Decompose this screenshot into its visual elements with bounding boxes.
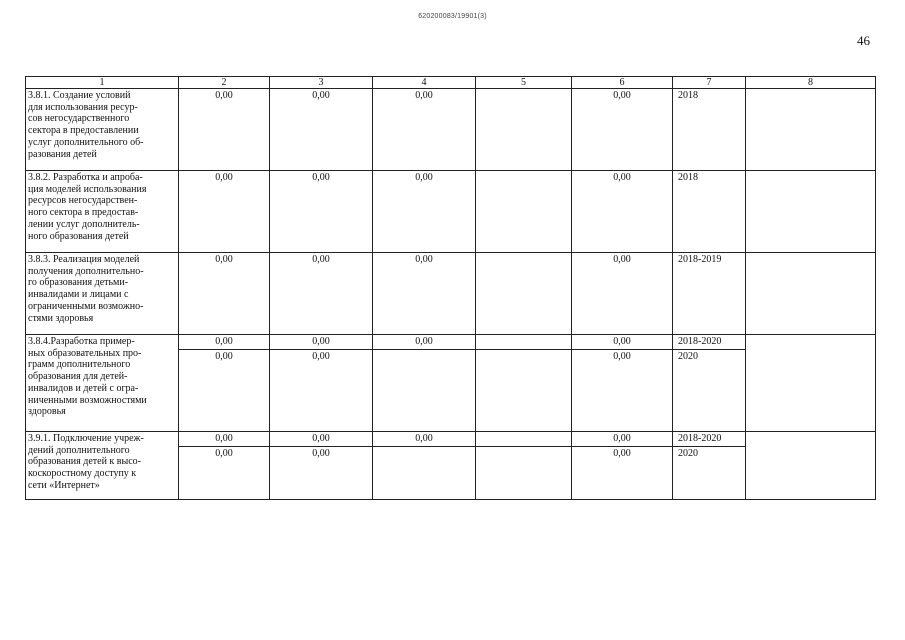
amount-value: 0,00 xyxy=(312,433,330,444)
measure-description: 3.8.2. Разработка и апроба- ция моделей использования ресурсов негосударствен- ного сектора в предостав- лении услуг дополнитель- ного образования детей xyxy=(28,172,147,242)
measure-description: 3.8.4.Разработка пример- ных образовательных про- грамм дополнительного образования для детей- инвалидов и детей с огра- ниченными возможностями здоровья xyxy=(28,336,147,418)
value-cell-col-2 xyxy=(179,89,270,171)
amount-value: 0,00 xyxy=(613,433,631,444)
amount-value: 0,00 xyxy=(415,172,433,183)
measure-description-cell xyxy=(26,253,179,335)
value-cell-col-7 xyxy=(673,432,746,500)
value-cell-col-8 xyxy=(746,432,876,500)
amount-value: 0,00 xyxy=(613,336,631,347)
amount-value: 0,00 xyxy=(415,336,433,347)
amount-value: 0,00 xyxy=(312,172,330,183)
amount-value: 0,00 xyxy=(613,448,631,459)
amount-value xyxy=(476,89,571,103)
amount-value xyxy=(373,350,475,364)
amount-value xyxy=(373,447,475,461)
value-cell-col-7 xyxy=(673,335,746,432)
table-row xyxy=(26,89,876,171)
data-table xyxy=(25,76,876,500)
value-cell-col-5 xyxy=(476,171,572,253)
value-cell-col-4 xyxy=(373,335,476,432)
amount-value xyxy=(746,171,875,185)
amount-value: 0,00 xyxy=(415,433,433,444)
amount-value xyxy=(476,253,571,267)
value-cell-col-4 xyxy=(373,171,476,253)
value-cell-col-6 xyxy=(572,253,673,335)
amount-value: 0,00 xyxy=(613,351,631,362)
measure-description-cell xyxy=(26,335,179,432)
amount-value xyxy=(476,432,571,446)
table-row xyxy=(26,253,876,335)
value-cell-col-2 xyxy=(179,171,270,253)
amount-value xyxy=(746,432,875,446)
measure-description: 3.8.3. Реализация моделей получения дополнительно- го образования детьми- инвалидами и лицами с ограниченными возможно- стями здоровья xyxy=(28,254,144,324)
column-header: 2 xyxy=(179,77,270,89)
amount-value xyxy=(476,350,571,364)
amount-value: 0,00 xyxy=(215,433,233,444)
amount-value xyxy=(476,335,571,349)
measure-description: 3.9.1. Подключение учреж- дений дополнительного образования детей к высо- коскоростному доступу к сети «Интернет» xyxy=(28,433,144,491)
value-cell-col-7 xyxy=(673,253,746,335)
period-value: 2018 xyxy=(678,172,698,183)
value-cell-col-6 xyxy=(572,89,673,171)
value-cell-col-8 xyxy=(746,171,876,253)
table-row xyxy=(26,432,876,500)
value-cell-col-7 xyxy=(673,89,746,171)
value-cell-col-4 xyxy=(373,89,476,171)
value-cell-col-3 xyxy=(270,432,373,500)
amount-value xyxy=(746,253,875,267)
value-cell-col-2 xyxy=(179,335,270,432)
amount-value: 0,00 xyxy=(312,351,330,362)
amount-value: 0,00 xyxy=(312,336,330,347)
period-value: 2020 xyxy=(678,351,698,362)
amount-value: 0,00 xyxy=(215,254,233,265)
value-cell-col-7 xyxy=(673,171,746,253)
value-cell-col-3 xyxy=(270,89,373,171)
value-cell-col-8 xyxy=(746,89,876,171)
amount-value: 0,00 xyxy=(215,336,233,347)
value-cell-col-6 xyxy=(572,335,673,432)
value-cell-col-2 xyxy=(179,253,270,335)
amount-value xyxy=(746,335,875,349)
measure-description-cell xyxy=(26,171,179,253)
value-cell-col-3 xyxy=(270,253,373,335)
column-header: 7 xyxy=(673,77,746,89)
column-header: 1 xyxy=(26,77,179,89)
period-value: 2018-2020 xyxy=(678,336,722,347)
amount-value: 0,00 xyxy=(415,90,433,101)
measure-description-cell xyxy=(26,89,179,171)
amount-value: 0,00 xyxy=(215,172,233,183)
value-cell-col-5 xyxy=(476,89,572,171)
value-cell-col-8 xyxy=(746,335,876,432)
amount-value xyxy=(476,171,571,185)
header-row xyxy=(26,77,876,89)
amount-value: 0,00 xyxy=(215,448,233,459)
value-cell-col-4 xyxy=(373,253,476,335)
amount-value: 0,00 xyxy=(312,90,330,101)
measure-description-cell xyxy=(26,432,179,500)
measure-description: 3.8.1. Создание условий для использования ресур- сов негосударственного сектора в предоставлении услуг дополнительного об- разования детей xyxy=(28,90,144,160)
amount-value: 0,00 xyxy=(613,172,631,183)
value-cell-col-5 xyxy=(476,335,572,432)
value-cell-col-5 xyxy=(476,432,572,500)
value-cell-col-3 xyxy=(270,171,373,253)
amount-value: 0,00 xyxy=(613,254,631,265)
amount-value xyxy=(746,446,875,460)
column-header: 6 xyxy=(572,77,673,89)
amount-value: 0,00 xyxy=(312,448,330,459)
amount-value xyxy=(476,447,571,461)
value-cell-col-8 xyxy=(746,253,876,335)
value-cell-col-4 xyxy=(373,432,476,500)
table-row xyxy=(26,171,876,253)
value-cell-col-6 xyxy=(572,171,673,253)
value-cell-col-5 xyxy=(476,253,572,335)
page-number: 46 xyxy=(857,33,870,48)
amount-value: 0,00 xyxy=(215,351,233,362)
value-cell-col-3 xyxy=(270,335,373,432)
amount-value: 0,00 xyxy=(415,254,433,265)
value-cell-col-2 xyxy=(179,432,270,500)
amount-value: 0,00 xyxy=(613,90,631,101)
table-row xyxy=(26,335,876,432)
period-value: 2018-2019 xyxy=(678,254,722,265)
period-value: 2018 xyxy=(678,90,698,101)
column-header: 8 xyxy=(746,77,876,89)
amount-value: 0,00 xyxy=(312,254,330,265)
amount-value: 0,00 xyxy=(215,90,233,101)
value-cell-col-6 xyxy=(572,432,673,500)
column-header: 4 xyxy=(373,77,476,89)
document-id: 620200083/19901(3) xyxy=(418,13,487,20)
amount-value xyxy=(746,89,875,103)
column-header: 3 xyxy=(270,77,373,89)
amount-value xyxy=(746,349,875,363)
column-header: 5 xyxy=(476,77,572,89)
period-value: 2018-2020 xyxy=(678,433,722,444)
period-value: 2020 xyxy=(678,448,698,459)
